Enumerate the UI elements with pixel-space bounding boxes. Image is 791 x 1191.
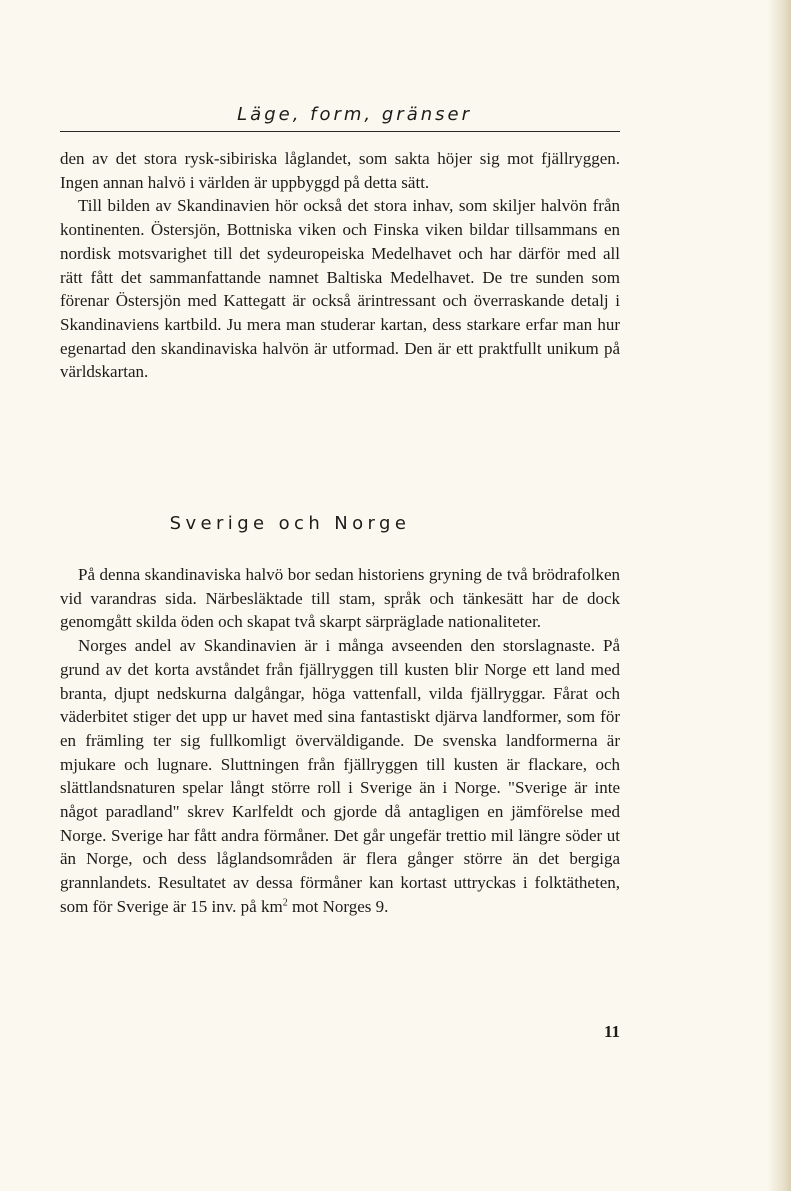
paragraph-skandinavien-inhav: Till bilden av Skandinavien hör också det stora inhav, som skiljer halvön från kontinenten. Östersjön, Bottniska viken och Finska viken bildar tillsammans en nordisk motsvarighet till det sydeuropeiska Medelhavet och har därför med all rätt fått det sammanfattande namnet Baltiska Medelhavet. De tre sunden som förenar Östersjön med Kattegatt är också ärintressant och överraskande detalj i Skandinaviens kartbild. Ju mera man studerar kartan, dess starkare erfar man hur egenartad den skandinaviska halvön är utformad. Den är ett praktfullt unikum på världskartan. (60, 196, 620, 382)
text-block-1 (60, 147, 620, 384)
paragraph-brodrafolken: På denna skandinaviska halvö bor sedan historiens gryning de två brödrafolken vid varandras sida. Närbesläktade till stam, språk och tänkesätt har de dock genomgått skilda öden och skapat två skarpt särpräglade nationaliteter. (60, 565, 620, 632)
header-rule (60, 131, 620, 132)
page-number: 11 (603, 1022, 620, 1041)
running-head: Läge, form, gränser (237, 104, 472, 125)
paragraph-continuation: den av det stora rysk-sibiriska låglandet, som sakta höjer sig mot fjällryggen. Ingen annan halvö i världen är uppbyggd på detta sätt. (60, 149, 620, 192)
section-heading: Sverige och Norge (169, 513, 411, 534)
paragraph-norges-andel-text: Norges andel av Skandinavien är i många avseenden den storslagnaste. På grund av det korta avståndet från fjällryggen till kusten blir Norge ett land med branta, djupt nedskurna dalgångar, höga vattenfall, vilda fjällryggar. Fårat och väderbitet stiger det upp ur havet med sina fantastiskt djärva landformer, som för en främling ter sig fullkomligt överväldigande. De svenska landformerna är mjukare och lugnare. Sluttningen från fjällryggen till kusten är flackare, och slättlandsnaturen spelar långt större roll i Sverige än i Norge. "Sverige är inte något paradland" skrev Karlfeldt och gjorde då antagligen en jämförelse med Norge. Sverige har fått andra förmåner. Det går ungefär trettio mil längre söder ut än Norge, och dess låglandsområden är flera gånger större än det bergiga grannlandets. Resultatet av dessa förmåner kan kortast uttryckas i folktätheten, som för Sverige är 15 inv. på km (60, 636, 620, 916)
superscript-two: 2 (282, 897, 288, 909)
page-edge-shadow (767, 0, 791, 1191)
text-block-2 (60, 563, 620, 919)
paragraph-norges-andel-tail: mot Norges 9. (287, 896, 389, 916)
paragraph-norges-andel (60, 634, 620, 918)
